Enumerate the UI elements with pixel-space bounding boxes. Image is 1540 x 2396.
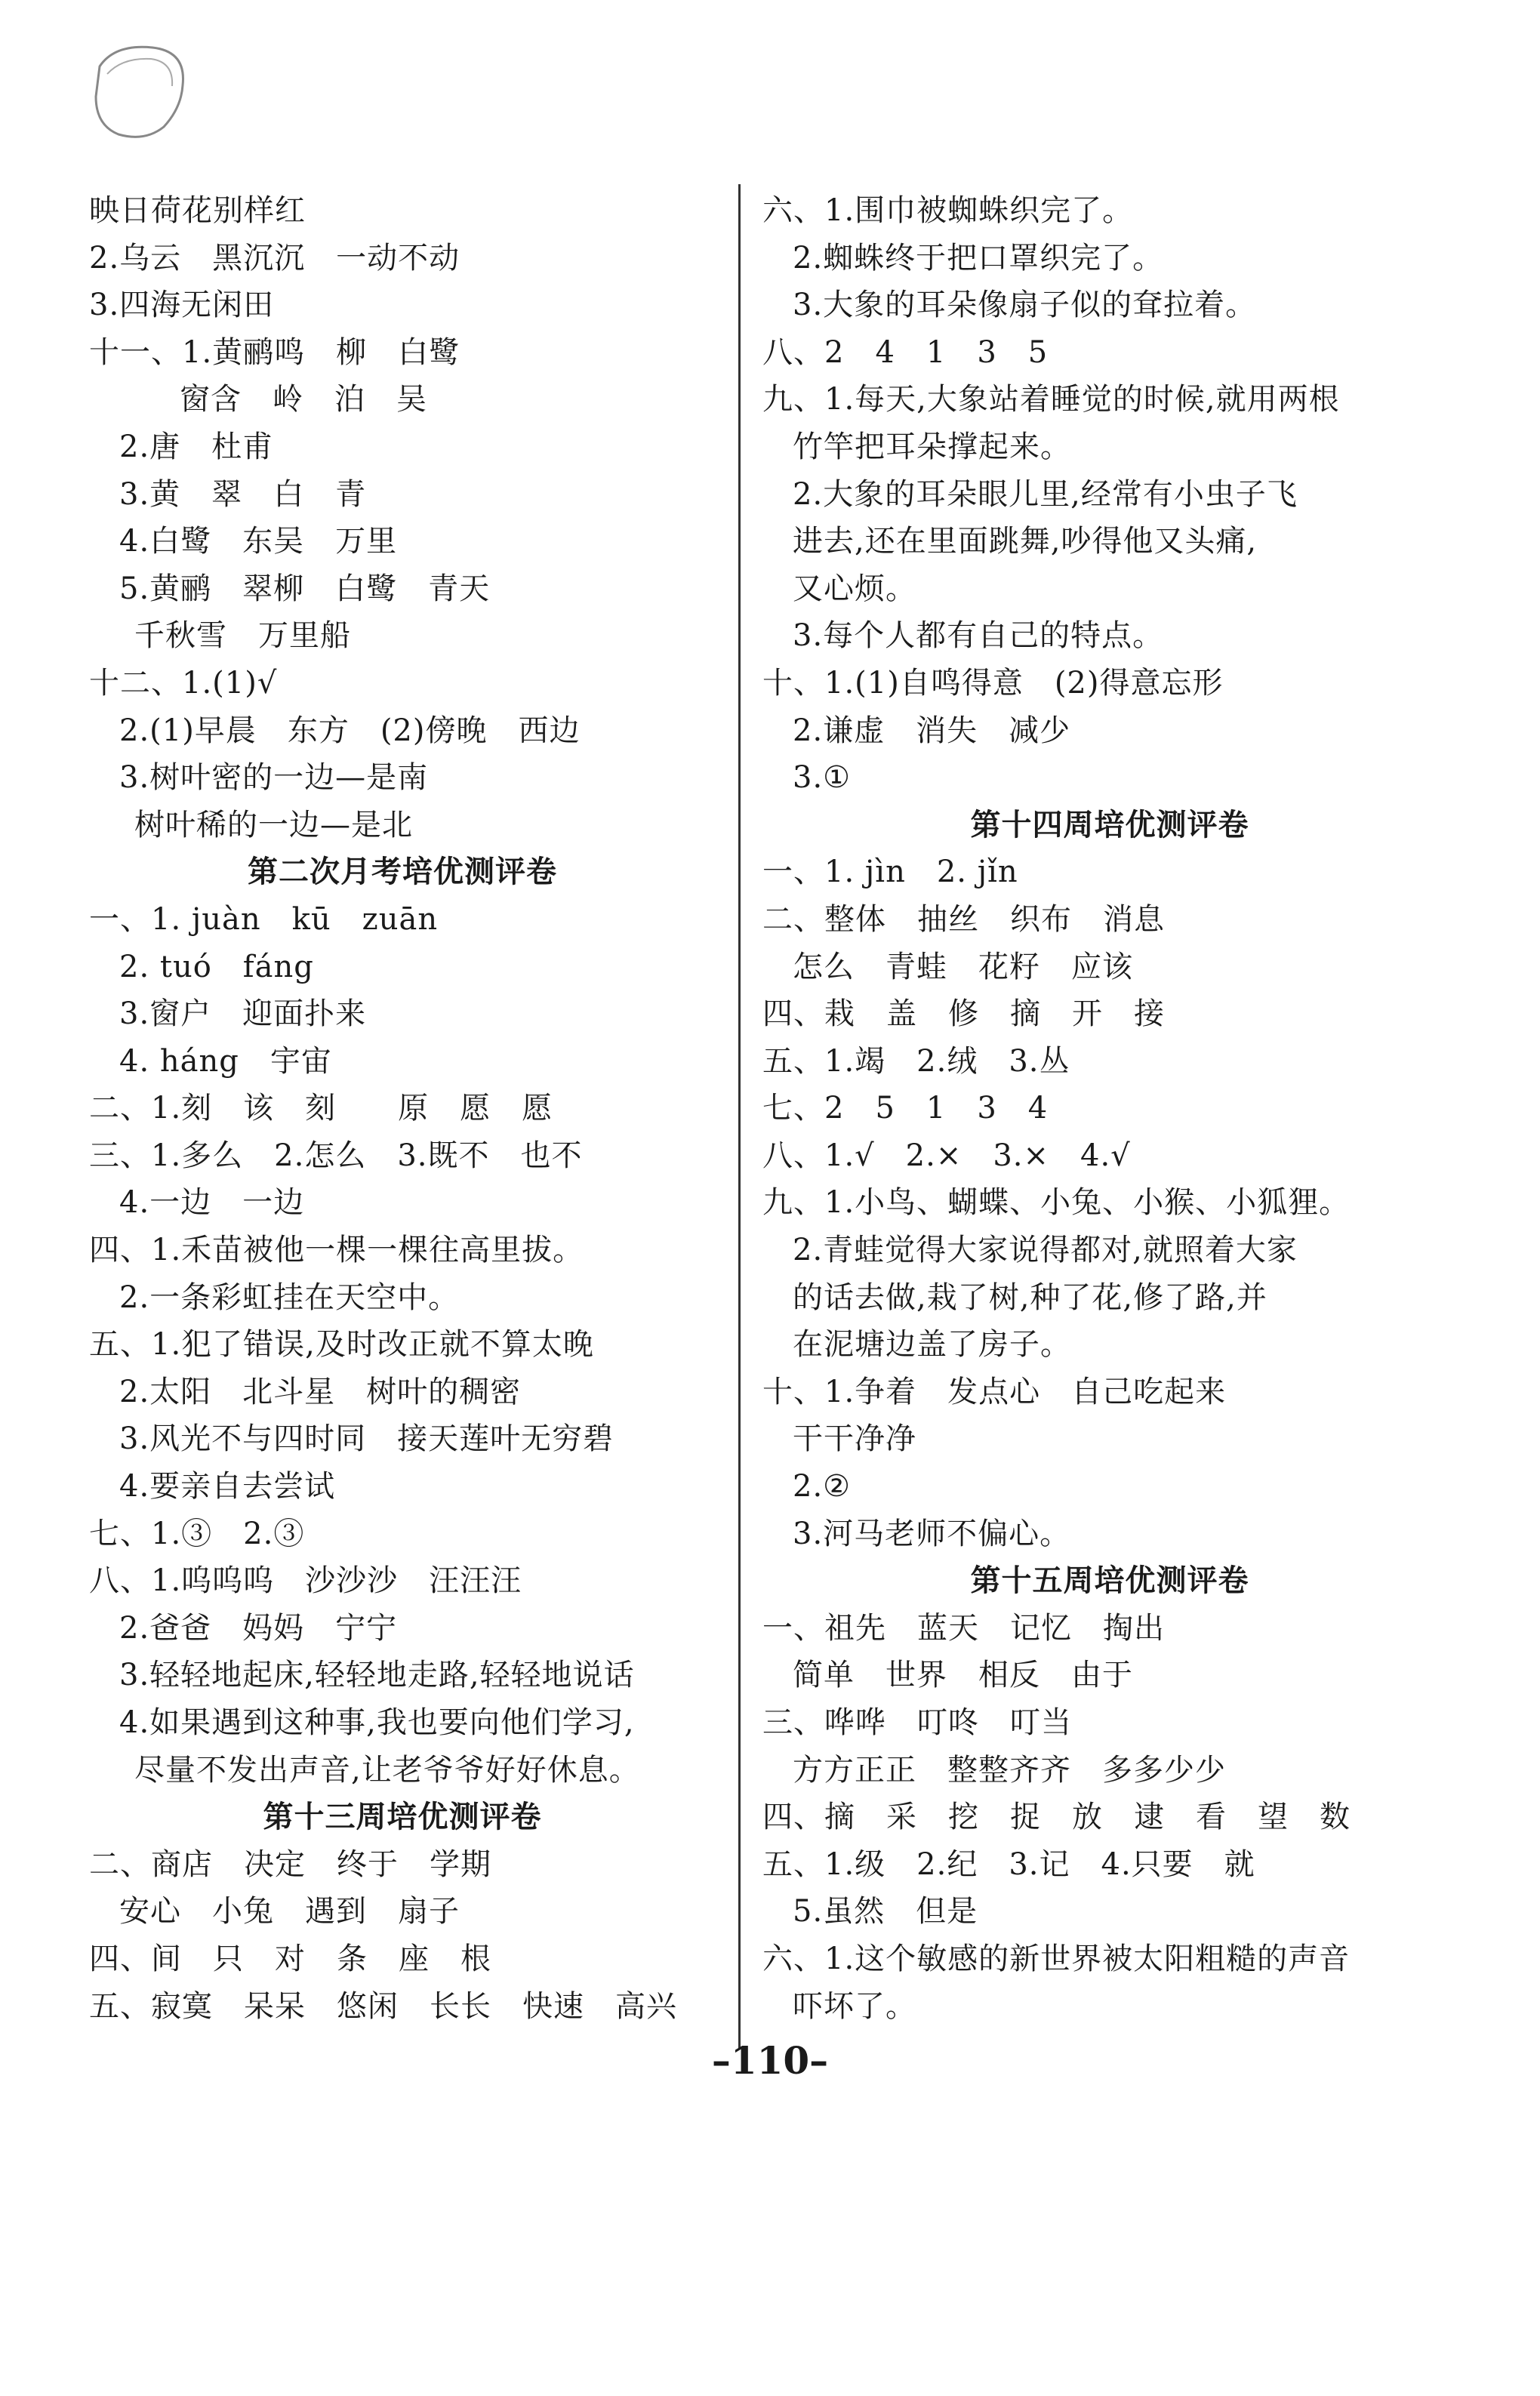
section-heading: 第十五周培优测评卷: [970, 1563, 1249, 1599]
answer-line: 六、1.围巾被蜘蛛织完了。: [762, 193, 1134, 228]
answer-line: 2.乌云 黑沉沉 一动不动: [89, 240, 460, 276]
answer-line: 2.(1)早晨 东方 (2)傍晚 西边: [119, 713, 581, 748]
answer-line: 树叶稀的一边—是北: [134, 807, 413, 842]
answer-line: 在泥塘边盖了房子。: [793, 1327, 1071, 1363]
answer-line: 4. háng 宇宙: [119, 1043, 332, 1079]
answer-line: 简单 世界 相反 由于: [793, 1658, 1133, 1693]
answer-line: 2. tuó fáng: [119, 949, 314, 984]
answer-line: 2.青蛙觉得大家说得都对,就照着大家: [793, 1233, 1298, 1268]
answer-line: 七、2 5 1 3 4: [762, 1091, 1049, 1126]
answer-line: 五、1.级 2.纪 3.记 4.只要 就: [762, 1846, 1255, 1882]
answer-line: 四、间 只 对 条 座 根: [89, 1941, 491, 1976]
answer-line: 八、1.呜呜呜 沙沙沙 汪汪汪: [89, 1563, 522, 1599]
answer-line: 2.爸爸 妈妈 宁宁: [119, 1610, 398, 1646]
answer-line: 干干净净: [793, 1421, 916, 1457]
answer-line: 五、1.犯了错误,及时改正就不算太晚: [89, 1327, 594, 1363]
answer-line: 4.一边 一边: [119, 1185, 305, 1221]
answer-line: 二、1.刻 该 刻 原 愿 愿: [89, 1091, 553, 1126]
logo-stamp: [85, 36, 198, 149]
left-column: [89, 187, 716, 2030]
answer-line: 吓坏了。: [793, 1988, 916, 2024]
answer-line: 3.风光不与四时同 接天莲叶无穷碧: [119, 1421, 614, 1457]
answer-line: 的话去做,栽了树,种了花,修了路,并: [793, 1280, 1267, 1315]
answer-line: 一、1. juàn kū zuān: [89, 901, 439, 937]
answer-line: 4.如果遇到这种事,我也要向他们学习,: [119, 1705, 635, 1740]
answer-line: 四、摘 采 挖 捉 放 逮 看 望 数: [762, 1800, 1351, 1835]
answer-line: 安心 小兔 遇到 扇子: [119, 1894, 460, 1929]
answer-line: 竹竿把耳朵撑起来。: [793, 429, 1071, 464]
answer-line: 尽量不发出声音,让老爷爷好好休息。: [134, 1752, 640, 1788]
answer-line: 2.一条彩虹挂在天空中。: [119, 1280, 460, 1315]
answer-line: 四、1.禾苗被他一棵一棵往高里拔。: [89, 1233, 584, 1268]
answer-line: 千秋雪 万里船: [134, 618, 351, 654]
answer-line: 九、1.每天,大象站着睡觉的时候,就用两根: [762, 382, 1340, 417]
answer-line: 3.河马老师不偏心。: [793, 1516, 1071, 1551]
answer-line: 又心烦。: [793, 571, 916, 606]
answer-line: 3.大象的耳朵像扇子似的耷拉着。: [793, 288, 1257, 323]
answer-line: 4.白鹭 东吴 万里: [119, 524, 398, 559]
answer-line: 十二、1.(1)√: [89, 665, 278, 701]
answer-line: 2.②: [793, 1469, 852, 1504]
answer-line: 七、1.③ 2.③: [89, 1516, 305, 1551]
answer-line: 3.①: [793, 760, 852, 796]
answer-line: 2.太阳 北斗星 树叶的稠密: [119, 1374, 522, 1409]
page-number: –110–: [711, 2038, 829, 2083]
answer-line: 进去,还在里面跳舞,吵得他又头痛,: [793, 524, 1258, 559]
answer-line: 一、1. jìn 2. jǐn: [762, 855, 1018, 890]
answer-line: 4.要亲自去尝试: [119, 1469, 336, 1504]
answer-line: 十、1.(1)自鸣得意 (2)得意忘形: [762, 665, 1224, 701]
answer-line: 映日荷花别样红: [89, 193, 306, 228]
answer-line: 六、1.这个敏感的新世界被太阳粗糙的声音: [762, 1941, 1351, 1976]
answer-line: 三、1.多么 2.怎么 3.既不 也不: [89, 1138, 583, 1173]
answer-line: 3.窗户 迎面扑来: [119, 996, 367, 1032]
answer-line: 5.虽然 但是: [793, 1894, 978, 1929]
answer-line: 5.黄鹂 翠柳 白鹭 青天: [119, 571, 491, 606]
section-heading: 第十三周培优测评卷: [263, 1799, 542, 1835]
answer-line: 十、1.争着 发点心 自己吃起来: [762, 1374, 1227, 1409]
answer-line: 十一、1.黄鹂鸣 柳 白鹭: [89, 334, 460, 370]
answer-line: 3.轻轻地起床,轻轻地走路,轻轻地说话: [119, 1658, 635, 1693]
answer-line: 三、哗哗 叮咚 叮当: [762, 1705, 1072, 1740]
answer-line: 二、整体 抽丝 织布 消息: [762, 901, 1165, 937]
answer-line: 方方正正 整整齐齐 多多少少: [793, 1752, 1226, 1788]
answer-line: 二、商店 决定 终于 学期: [89, 1846, 491, 1882]
answer-line: 八、1.√ 2.× 3.× 4.√: [762, 1138, 1131, 1173]
answer-line: 2.唐 杜甫: [119, 429, 274, 464]
answer-line: 窗含 岭 泊 吴: [180, 382, 427, 417]
answer-line: 五、寂寞 呆呆 悠闲 长长 快速 高兴: [89, 1988, 677, 2024]
section-heading: 第二次月考培优测评卷: [248, 854, 557, 890]
answer-line: 3.黄 翠 白 青: [119, 476, 367, 512]
answer-line: 四、栽 盖 修 摘 开 接: [762, 996, 1165, 1032]
answer-line: 一、祖先 蓝天 记忆 掏出: [762, 1610, 1165, 1646]
column-divider: [738, 184, 741, 2049]
answer-line: 九、1.小鸟、蝴蝶、小兔、小猴、小狐狸。: [762, 1185, 1351, 1221]
answer-line: 3.每个人都有自己的特点。: [793, 618, 1164, 654]
section-heading: 第十四周培优测评卷: [970, 806, 1249, 842]
right-column: [762, 187, 1457, 2030]
answer-line: 2.大象的耳朵眼儿里,经常有小虫子飞: [793, 476, 1298, 512]
answer-line: 五、1.竭 2.绒 3.丛: [762, 1043, 1070, 1079]
answer-line: 3.树叶密的一边—是南: [119, 760, 429, 796]
answer-line: 2.谦虚 消失 减少: [793, 713, 1071, 748]
answer-line: 八、2 4 1 3 5: [762, 334, 1049, 370]
answer-line: 2.蜘蛛终于把口罩织完了。: [793, 240, 1164, 276]
answer-line: 3.四海无闲田: [89, 288, 275, 323]
answer-line: 怎么 青蛙 花籽 应该: [793, 949, 1133, 984]
